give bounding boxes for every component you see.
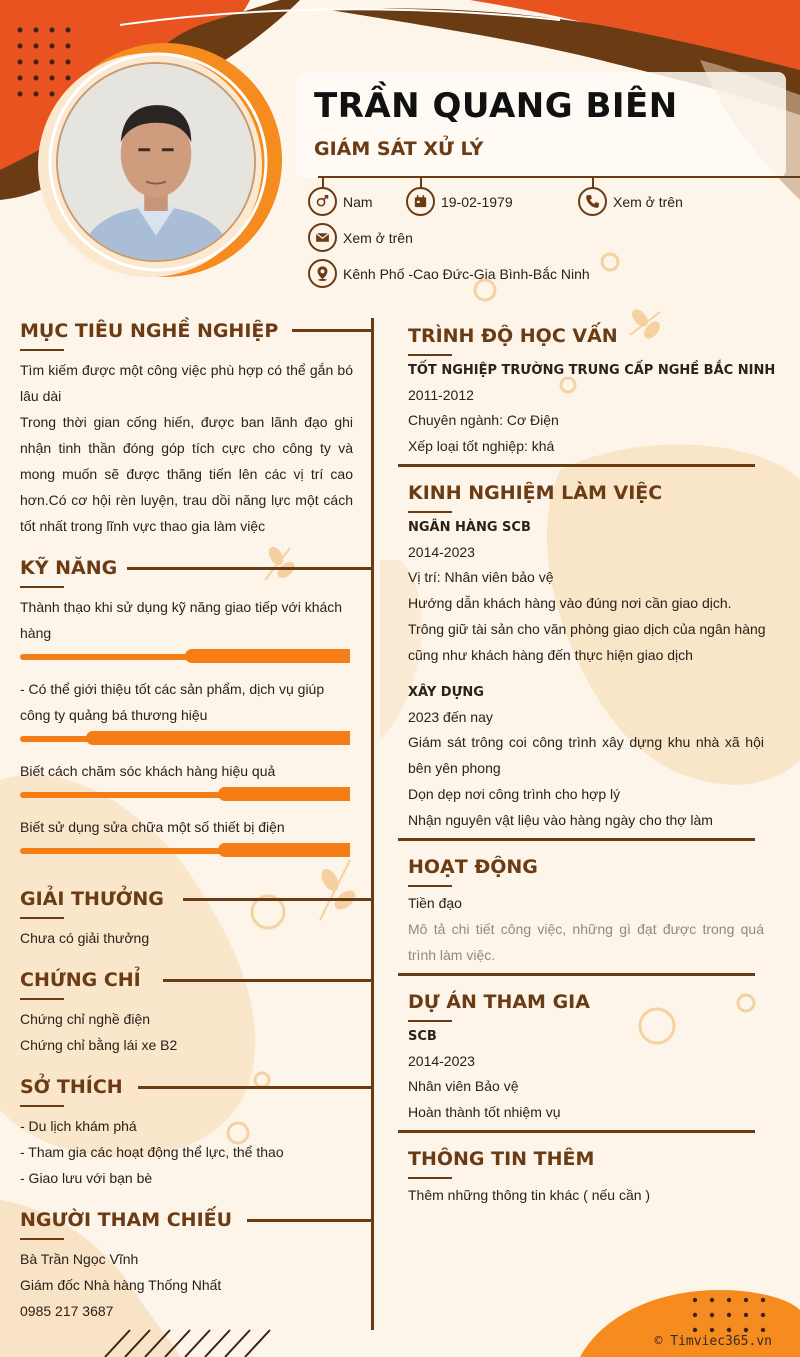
hobby-item: - Tham gia các hoạt động thể lực, thể thao: [20, 1144, 284, 1160]
section-rule: [247, 1219, 372, 1222]
candidate-name: TRẦN QUANG BIÊN: [314, 86, 678, 126]
section-underline: [20, 1105, 64, 1107]
section-rule: [163, 979, 372, 982]
hobby-item: - Giao lưu với bạn bè: [20, 1170, 153, 1186]
skill-level-bar: [20, 649, 350, 663]
certificate-item: Chứng chỉ bằng lái xe B2: [20, 1037, 178, 1053]
skill-level-bar: [20, 731, 350, 745]
header-divider: [318, 176, 800, 178]
skill-label: Biết sử dụng sửa chữa một số thiết bị điện: [20, 819, 285, 835]
project-years: 2014-2023: [408, 1053, 475, 1069]
reference-item: 0985 217 3687: [20, 1303, 114, 1319]
project-name: SCB: [408, 1029, 437, 1044]
objective-text-2: Trong thời gian cống hiến, được ban lãnh đạo ghi nhận tinh thần đóng góp tích cực cho công ty và mong muốn sẽ được thăng tiến lên các vị trí cao hơn.Có cơ hội rèn luyện, trau dồi năng lực một cách tốt nhất trong lĩnh vực thao gia làm việc: [20, 414, 353, 534]
section-underline: [20, 998, 64, 1000]
section-title-projects: DỰ ÁN THAM GIA: [408, 991, 590, 1013]
section-rule: [398, 1130, 755, 1133]
experience-company: XÂY DỰNG: [408, 685, 484, 700]
experience-line: Trông giữ tài sản cho văn phòng giao dịch của ngân hàng cũng như khách hàng đến thực hiện giao dịch: [408, 621, 766, 663]
section-title-experience: KINH NGHIỆM LÀM VIỆC: [408, 482, 663, 504]
experience-line: Dọn dẹp nơi công trình cho hợp lý: [408, 786, 621, 802]
contact-gender: [308, 187, 373, 216]
section-underline: [408, 1177, 452, 1179]
section-rule: [398, 464, 755, 467]
section-title-skills: KỸ NĂNG: [20, 557, 118, 579]
experience-years: 2014-2023: [408, 544, 475, 560]
skill-label: - Có thể giới thiệu tốt các sản phẩm, dịch vụ giúp công ty quảng bá thương hiệu: [20, 681, 325, 723]
section-underline: [408, 1020, 452, 1022]
section-rule: [398, 838, 755, 841]
column-divider: [371, 318, 374, 1330]
award-item: Chưa có giải thưởng: [20, 930, 150, 946]
contact-birthday: [406, 187, 513, 216]
calendar-icon: [406, 187, 435, 216]
section-title-awards: GIẢI THƯỞNG: [20, 888, 164, 910]
section-title-activities: HOẠT ĐỘNG: [408, 856, 538, 878]
section-rule: [138, 1086, 372, 1089]
experience-line: Vị trí: Nhân viên bảo vệ: [408, 569, 554, 585]
section-title-references: NGƯỜI THAM CHIẾU: [20, 1209, 233, 1231]
section-underline: [408, 354, 452, 356]
section-title-objective: MỤC TIÊU NGHỀ NGHIỆP: [20, 320, 279, 342]
education-major: Chuyên ngành: Cơ Điện: [408, 412, 559, 428]
section-underline: [408, 885, 452, 887]
section-rule: [183, 898, 372, 901]
contact-address: [308, 259, 590, 288]
skill-label: Biết cách chăm sóc khách hàng hiệu quả: [20, 763, 276, 779]
certificate-item: Chứng chỉ nghề điện: [20, 1011, 151, 1027]
education-years: 2011-2012: [408, 387, 474, 403]
phone-icon: [578, 187, 607, 216]
mail-icon: [308, 223, 337, 252]
section-title-education: TRÌNH ĐỘ HỌC VẤN: [408, 325, 618, 347]
section-underline: [20, 1238, 64, 1240]
birthday-value: 19-02-1979: [441, 193, 513, 210]
reference-item: Bà Trần Ngọc Vĩnh: [20, 1251, 139, 1267]
profile-photo: [56, 62, 256, 262]
skill-label: Thành thạo khi sử dụng kỹ năng giao tiếp với khách hàng: [20, 599, 343, 641]
skill-level-bar: [20, 843, 350, 857]
project-result: Hoàn thành tốt nhiệm vụ: [408, 1104, 561, 1120]
contact-phone: [578, 187, 683, 216]
section-title-hobbies: SỞ THÍCH: [20, 1076, 123, 1098]
reference-item: Giám đốc Nhà hàng Thống Nhất: [20, 1277, 222, 1293]
section-underline: [20, 349, 64, 351]
location-pin-icon: [308, 259, 337, 288]
activity-role: Tiền đạo: [408, 895, 462, 911]
extra-info-text: Thêm những thông tin khác ( nếu cần ): [408, 1187, 651, 1203]
education-school: TỐT NGHIỆP TRƯỜNG TRUNG CẤP NGHỀ BẮC NINH: [408, 363, 776, 378]
experience-company: NGÂN HÀNG SCB: [408, 520, 531, 535]
experience-line: Giám sát trông coi công trình xây dựng khu nhà xã hội bên yên phong: [408, 734, 764, 776]
section-title-certificates: CHỨNG CHỈ: [20, 969, 141, 991]
skill-level-bar: [20, 787, 350, 801]
experience-line: Hướng dẫn khách hàng vào đúng nơi cần giao dịch.: [408, 595, 732, 611]
objective-text-1: Tìm kiếm được một công việc phù hợp có thể gắn bó lâu dài: [20, 362, 353, 404]
experience-line: Nhận nguyên vật liệu vào hàng ngày cho thợ làm: [408, 812, 713, 828]
experience-years: 2023 đến nay: [408, 709, 493, 725]
hobby-item: - Du lịch khám phá: [20, 1118, 137, 1134]
gender-icon: [308, 187, 337, 216]
section-rule: [292, 329, 372, 332]
phone-value: Xem ở trên: [613, 193, 683, 210]
contact-email: [308, 223, 413, 252]
address-value: Kênh Phố -Cao Đức-Gia Bình-Bắc Ninh: [343, 265, 590, 282]
section-title-extra-info: THÔNG TIN THÊM: [408, 1148, 595, 1170]
project-role: Nhân viên Bảo vệ: [408, 1078, 519, 1094]
footer-credit: © Timviec365.vn: [654, 1334, 772, 1349]
section-underline: [408, 511, 452, 513]
section-rule: [127, 567, 372, 570]
education-grade: Xếp loại tốt nghiệp: khá: [408, 438, 555, 454]
job-title: GIÁM SÁT XỬ LÝ: [314, 138, 484, 160]
activity-description: Mô tả chi tiết công việc, những gì đạt được trong quá trình làm việc.: [408, 921, 764, 963]
section-rule: [398, 973, 755, 976]
email-value: Xem ở trên: [343, 229, 413, 246]
section-underline: [20, 917, 64, 919]
section-underline: [20, 586, 64, 588]
gender-value: Nam: [343, 193, 373, 210]
